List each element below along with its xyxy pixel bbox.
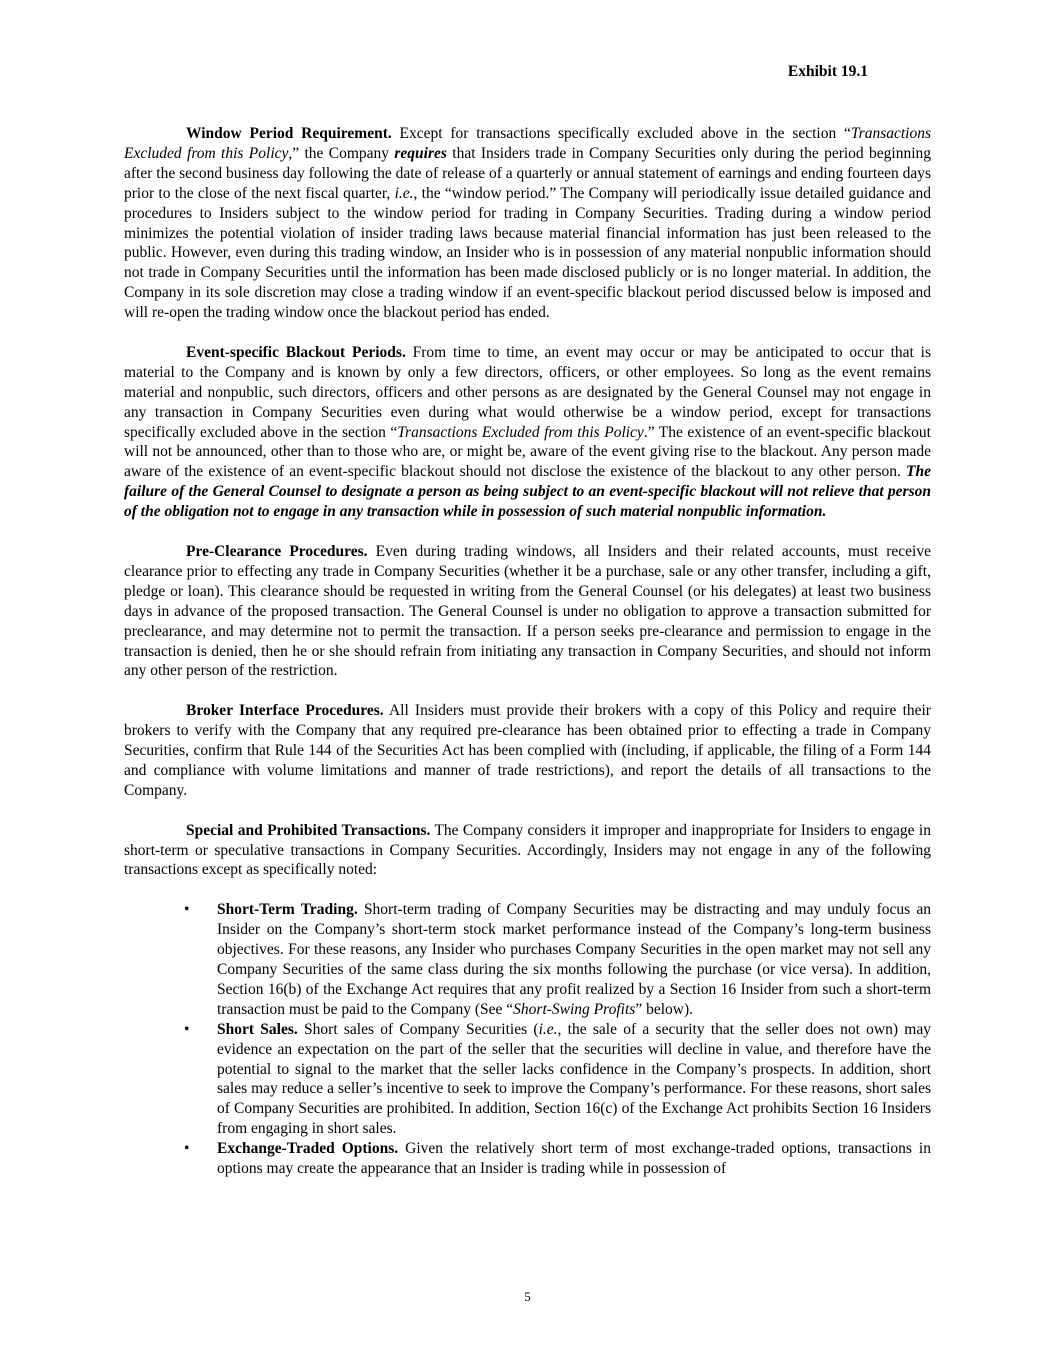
broker-paragraph xyxy=(124,701,931,801)
window-period-text-1: Except for transactions specifically excluded above in the section “ xyxy=(391,125,851,142)
window-period-text-3: that Insiders trade in Company Securities only during the period beginning after the second business day following the date of release of a quarterly or annual statement of earnings and ending fourteen days prior to the close of the next fiscal quarter, xyxy=(124,144,932,202)
blackout-text-2: .” The existence of an event-specific blackout will not be announced, other than to those who are, or might be, aware of the event giving rise to the blackout. Any person made aware of the existence of an event-specific blackout should not disclose the existence of the blackout to any other person. xyxy=(124,423,931,481)
window-period-italic-ref: Transactions Excluded from this Policy xyxy=(124,125,931,162)
policy-body xyxy=(124,124,931,1179)
short-sales-text-2: , the sale of a security that the seller does not own) may evidence an expectation on the part of the seller that the securities will decline in value, and therefore have the potential to signal to the market that the seller lacks confidence in the Company’s prospects. In addition, short sales may reduce a seller’s incentive to seek to improve the Company’s performance. For these reasons, short sales of Company Securities are prohibited. In addition, Section 16(c) of the Exchange Act prohibits Section 16 Insiders from engaging in short sales. xyxy=(217,1020,931,1138)
options-heading: Exchange-Traded Options. xyxy=(217,1140,399,1158)
preclearance-text: Even during trading windows, all Insiders and their related accounts, must receive clearance prior to effecting any trade in Company Securities (whether it be a purchase, sale or any other transfer, including a gift, pledge or loan). This clearance should be requested in writing from the General Counsel (or his delegates) at least two business days in advance of the proposed transaction. The General Counsel is under no obligation to approve a transaction submitted for preclearance, and may determine not to permit the transaction. If a person seeks pre-clearance and permission to engage in the transaction is denied, then he or she should refrain from initiating any transaction in Company Securities, and should not inform any other person of the restriction. xyxy=(124,543,931,680)
options-text: Given the relatively short term of most exchange-traded options, transactions in options may create the appearance that an Insider is trading while in possession of xyxy=(217,1140,931,1178)
blackout-text-1: From time to time, an event may occur or may be anticipated to occur that is material to the Company and is known by only a few directors, officers, or other employees. So long as the event remains material and nonpublic, such directors, officers and other persons as are designated by the General Counsel may not engage in any transaction in Company Securities even during what would otherwise be a window period, except for transactions specifically excluded above in the section “ xyxy=(124,343,932,441)
list-item-short-sales xyxy=(124,1020,931,1139)
window-period-ie: i.e. xyxy=(394,184,414,202)
short-term-heading: Short-Term Trading. xyxy=(217,901,358,919)
window-period-requires: requires xyxy=(394,144,447,162)
short-sales-heading: Short Sales. xyxy=(217,1020,298,1038)
blackout-paragraph xyxy=(124,343,931,522)
special-text: The Company considers it improper and inappropriate for Insiders to engage in short-term or speculative transactions in Company Securities. Accordingly, Insiders may not engage in any of the following transactions except as specifically noted: xyxy=(124,821,931,879)
window-period-paragraph xyxy=(124,124,931,323)
window-period-text-4: , the “window period.” The Company will periodically issue detailed guidance and procedures to Insiders subject to the window period for trading in Company Securities. Trading during a window period minimizes the potential violation of insider trading laws because material financial information has just been released to the public. However, even during this trading window, an Insider who is in possession of any material nonpublic information should not trade in Company Securities until the information has been made disclosed publicly or is no longer material. In addition, the Company in its sole discretion may close a trading window if an event-specific blackout period discussed below is imposed and will re-open the trading window once the blackout period has ended. xyxy=(124,184,931,322)
special-heading: Special and Prohibited Transactions. xyxy=(186,821,431,839)
list-item-exchange-traded-options xyxy=(124,1139,931,1179)
blackout-italic-ref: Transactions Excluded from this Policy xyxy=(397,423,644,441)
page-number: 5 xyxy=(524,1289,531,1304)
window-period-heading: Window Period Requirement. xyxy=(186,125,392,142)
prohibited-transactions-list xyxy=(124,900,931,1179)
broker-heading: Broker Interface Procedures. xyxy=(186,702,384,720)
preclearance-paragraph xyxy=(124,542,931,681)
short-term-text-1: Short-term trading of Company Securities may be distracting and may unduly focus an Insider on the Company’s short-term stock market performance instead of the Company’s long-term business objectives. For these reasons, any Insider who purchases Company Securities in the open market may not sell any Company Securities of the same class during the six months following the purchase (or vice versa). In addition, Section 16(b) of the Exchange Act requires that any profit realized by a Section 16 Insider from such a short-term transaction must be paid to the Company (See “ xyxy=(217,901,931,1018)
short-term-text-2: ” below). xyxy=(635,1000,693,1018)
list-item-short-term-trading xyxy=(124,900,931,1019)
bullet-marker: • xyxy=(184,1140,190,1158)
blackout-heading: Event-specific Blackout Periods. xyxy=(186,343,406,361)
broker-text: All Insiders must provide their brokers with a copy of this Policy and require their brokers to verify with the Company that any required pre-clearance has been obtained prior to effecting a trade in Company Securities, confirm that Rule 144 of the Securities Act has been complied with (including, if applicable, the filing of a Form 144 and compliance with volume limitations and manner of trade restrictions), and report the details of all transactions to the Company. xyxy=(124,702,931,799)
exhibit-label: Exhibit 19.1 xyxy=(787,63,868,80)
bullet-marker: • xyxy=(184,1020,190,1038)
preclearance-heading: Pre-Clearance Procedures. xyxy=(186,543,368,560)
window-period-text-2: ,” the Company xyxy=(288,144,395,162)
short-sales-text-1: Short sales of Company Securities ( xyxy=(297,1020,539,1038)
blackout-bold-italic-warning: The failure of the General Counsel to designate a person as being subject to an event-specific blackout will not relieve that person of the obligation not to engage in any transaction while in possession of such material nonpublic information. xyxy=(124,463,931,521)
short-term-italic-ref: Short-Swing Profits xyxy=(513,1000,636,1018)
short-sales-ie: i.e. xyxy=(538,1020,558,1038)
bullet-marker: • xyxy=(184,901,190,919)
special-paragraph xyxy=(124,821,931,881)
